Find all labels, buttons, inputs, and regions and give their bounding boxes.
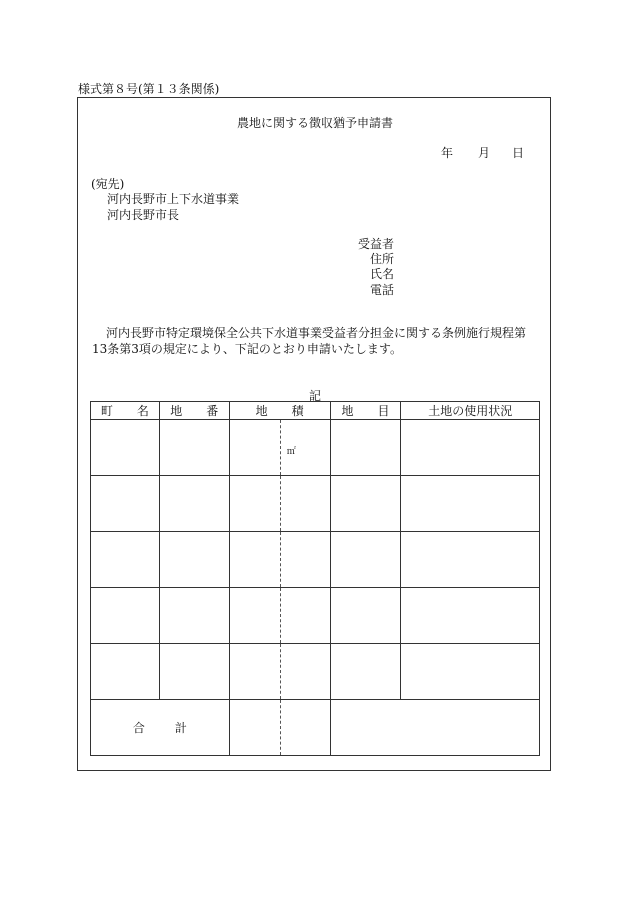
- town-cell[interactable]: [91, 588, 160, 644]
- lot-number-cell[interactable]: [159, 420, 229, 476]
- applicant-heading: 受益者: [358, 237, 395, 251]
- note-label: 記: [308, 389, 321, 403]
- town-cell[interactable]: [91, 476, 160, 532]
- application-statement: 河内長野市特定環境保全公共下水道事業受益者分担金に関する条例施行規程第13条第3項の規定により、下記のとおり申請いたします。: [92, 326, 527, 356]
- header-land-category: 地 目: [330, 402, 401, 420]
- total-label: 合計: [91, 700, 230, 756]
- land-use-cell[interactable]: [401, 532, 540, 588]
- table-row: [91, 476, 540, 532]
- header-land-use: 土地の使用状況: [401, 402, 540, 420]
- table-row: [91, 532, 540, 588]
- land-table: [90, 401, 540, 756]
- header-town: 町 名: [91, 402, 160, 420]
- lot-number-cell[interactable]: [159, 588, 229, 644]
- date-day-label: 日: [512, 146, 525, 160]
- land-use-cell[interactable]: [401, 476, 540, 532]
- total-area-cell[interactable]: [229, 700, 330, 756]
- table-row: [91, 588, 540, 644]
- form-number-label: 様式第８号(第１３条関係): [78, 82, 220, 96]
- land-category-cell[interactable]: [330, 588, 401, 644]
- lot-number-cell[interactable]: [159, 644, 229, 700]
- land-category-cell[interactable]: [330, 420, 401, 476]
- land-category-cell[interactable]: [330, 476, 401, 532]
- addressee-line-2: 河内長野市長: [107, 208, 180, 222]
- land-use-cell[interactable]: [401, 644, 540, 700]
- document-title: 農地に関する徴収猶予申請書: [236, 116, 393, 130]
- area-cell[interactable]: [229, 588, 330, 644]
- applicant-address-label: 住所: [370, 252, 395, 266]
- applicant-phone-label: 電話: [370, 283, 395, 297]
- land-category-cell[interactable]: [330, 532, 401, 588]
- header-lot-number: 地 番: [159, 402, 229, 420]
- lot-number-cell[interactable]: [159, 532, 229, 588]
- land-use-cell[interactable]: [401, 588, 540, 644]
- date-month-label: 月: [478, 146, 491, 160]
- lot-number-cell[interactable]: [159, 476, 229, 532]
- area-unit-label: ㎡: [286, 447, 296, 457]
- addressee-prefix: (宛先): [91, 177, 125, 191]
- town-cell[interactable]: [91, 420, 160, 476]
- table-row: [91, 420, 540, 476]
- date-year-label: 年: [441, 146, 454, 160]
- table-header-row: [91, 402, 540, 420]
- area-cell[interactable]: [229, 644, 330, 700]
- town-cell[interactable]: [91, 532, 160, 588]
- land-use-cell[interactable]: [401, 420, 540, 476]
- area-cell[interactable]: [229, 532, 330, 588]
- total-blank-cell: [330, 700, 539, 756]
- area-cell[interactable]: [229, 420, 330, 476]
- applicant-name-label: 氏名: [370, 267, 395, 281]
- land-category-cell[interactable]: [330, 644, 401, 700]
- header-area: 地 積: [229, 402, 330, 420]
- town-cell[interactable]: [91, 644, 160, 700]
- area-cell[interactable]: [229, 476, 330, 532]
- addressee-line-1: 河内長野市上下水道事業: [107, 192, 240, 206]
- total-row: [91, 700, 540, 756]
- table-row: [91, 644, 540, 700]
